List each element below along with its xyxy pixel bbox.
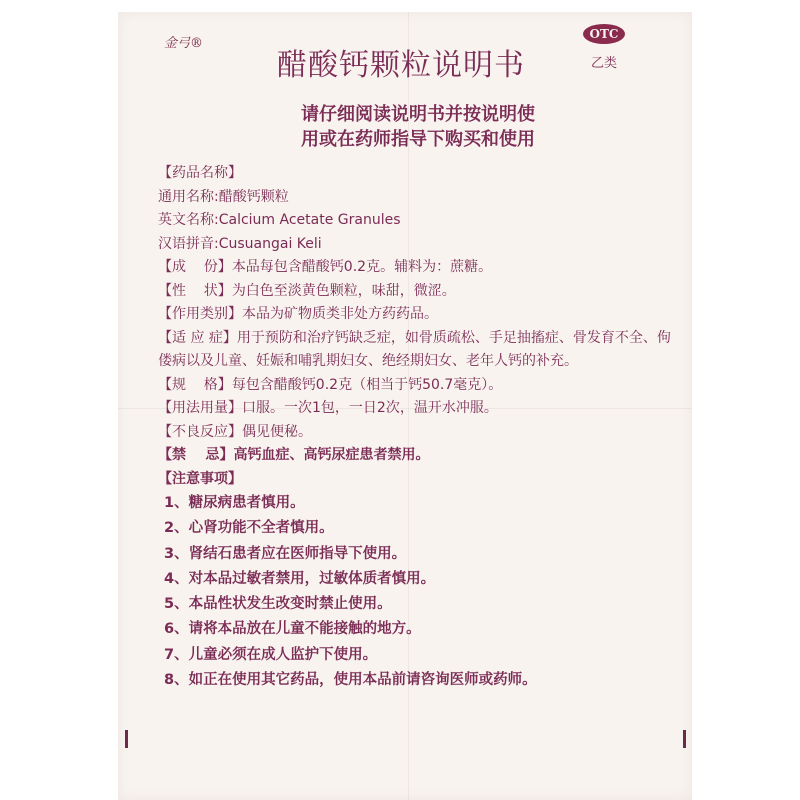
common-name-value: 醋酸钙颗粒 [218,188,289,205]
drug-name-heading: 【药品名称】 [158,165,242,181]
otc-badge: OTC [583,24,625,44]
brand-logo: 金弓® [164,36,204,51]
edge-mark-left [125,730,128,748]
otc-class-label: 乙类 [591,56,618,71]
category-label: 【作用类别】 [158,306,242,322]
precaution-item: 6、请将本品放在儿童不能接触的地方。 [164,621,421,638]
english-name-value: Calcium Acetate Granules [218,212,401,228]
pinyin-label: 汉语拼音: [158,235,219,252]
specification-label: 【规 格】 [158,376,232,393]
contraindications-label: 【禁 忌】 [158,447,234,463]
precaution-item: 1、糖尿病患者慎用。 [164,495,305,511]
common-name-label: 通用名称: [158,188,219,205]
ingredients-value: 本品每包含醋酸钙0.2克。辅料为：蔗糖。 [231,259,493,275]
properties-row [158,280,678,304]
precaution-item: 3、肾结石患者应在医师指导下使用。 [164,545,407,562]
adverse-reactions-label: 【不良反应】 [158,423,242,440]
pinyin-value: Cusuangai Keli [218,235,322,252]
instruction-note [228,102,608,152]
adverse-reactions-value: 偶见便秘。 [242,423,312,440]
indications-paragraph [158,327,678,374]
category-row [158,303,678,327]
instruction-line-1: 请仔细阅读说明书并按说明使 [301,104,535,125]
contraindications-value: 高钙血症、高钙尿症患者禁用。 [233,447,430,463]
indications-value: 用于预防和治疗钙缺乏症，如骨质疏松、手足抽搐症、骨发育不全、佝偻病以及儿童、妊娠和哺乳期妇女、绝经期妇女、老年人钙的补充。 [158,329,671,369]
category-value: 本品为矿物质类非处方药药品。 [242,306,438,322]
common-name-row [158,186,678,210]
precautions-heading: 【注意事项】 [158,470,242,487]
dosage-label: 【用法用量】 [158,400,242,416]
precaution-item: 4、对本品过敏者禁用，过敏体质者慎用。 [164,570,436,587]
specification-value: 每包含醋酸钙0.2克（相当于钙50.7毫克）。 [231,376,503,393]
precaution-item: 5、本品性状发生改变时禁止使用。 [164,596,392,613]
indications-label: 【适 应 症】 [158,329,237,346]
precaution-item: 8、如正在使用其它药品，使用本品前请咨询医师或药师。 [164,672,537,689]
specification-row [158,374,678,398]
instruction-line-2: 用或在药师指导下购买和使用 [301,129,535,150]
english-name-row [158,209,678,233]
precaution-item: 2、心肾功能不全者慎用。 [164,520,334,537]
precautions-list [158,491,678,693]
english-name-label: 英文名称: [158,212,219,228]
leaflet-content [158,162,678,693]
edge-mark-right [683,730,686,748]
document-title: 醋酸钙颗粒说明书 [277,48,525,83]
ingredients-label: 【成 份】 [158,259,232,275]
ingredients-row [158,256,678,280]
properties-value: 为白色至淡黄色颗粒，味甜，微涩。 [231,282,456,299]
contraindications-row [158,444,678,468]
dosage-value: 口服。一次1包，一日2次，温开水冲服。 [242,400,498,416]
properties-label: 【性 状】 [158,282,232,299]
dosage-row [158,397,678,421]
precaution-item: 7、儿童必须在成人监护下使用。 [164,646,378,663]
adverse-reactions-row [158,421,678,445]
pinyin-row [158,233,678,257]
